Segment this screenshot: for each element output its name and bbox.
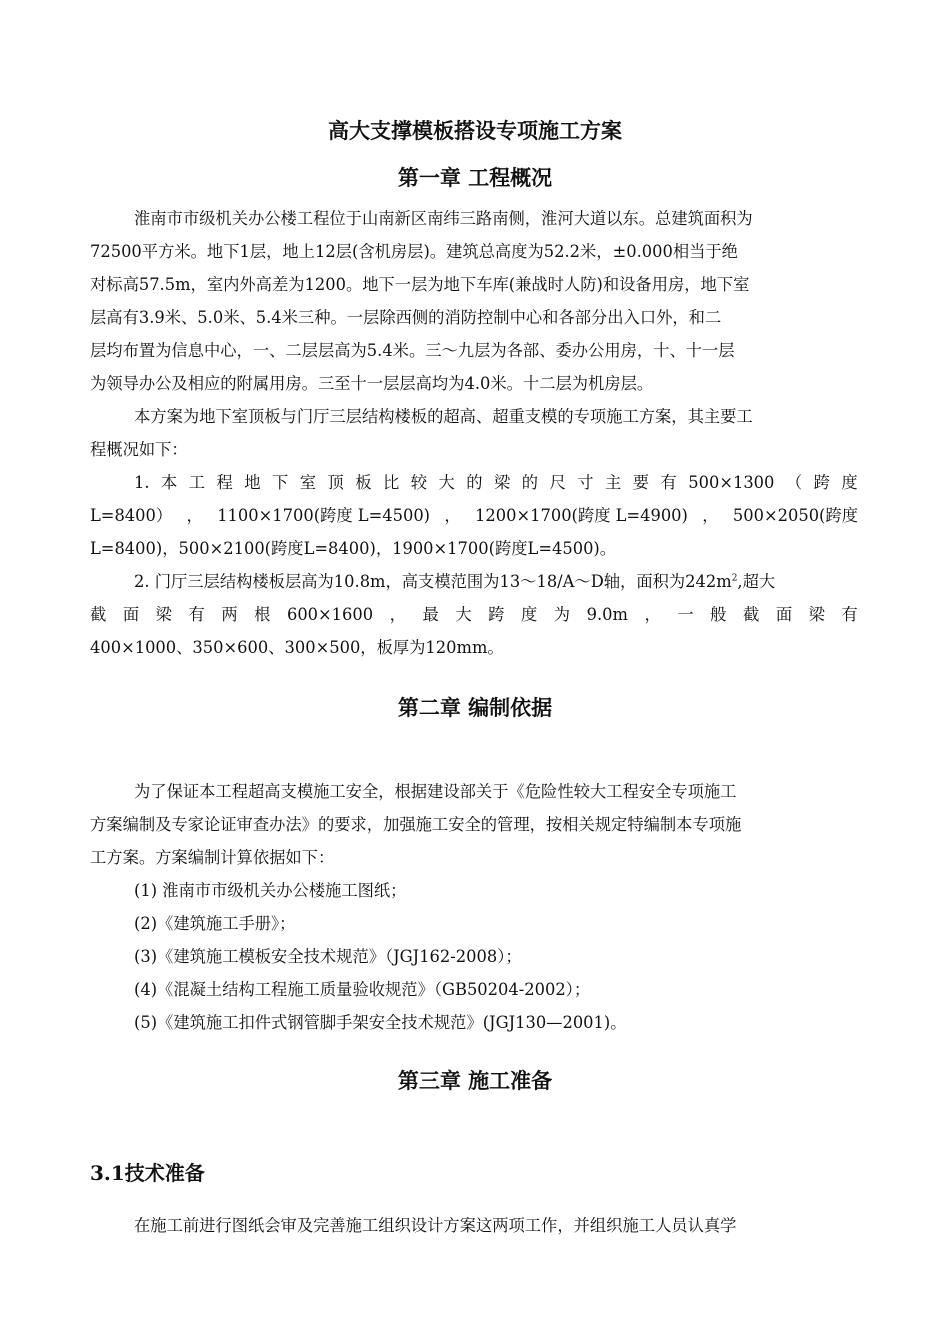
justified-word: 600×1600 [286, 605, 374, 624]
justified-word: 梁 [808, 605, 825, 624]
paragraph-line: 在施工前进行图纸会审及完善施工组织设计方案这两项工作，并组织施工人员认真学 [134, 1216, 737, 1235]
chapter-1-heading: 第一章 工程概况 [397, 165, 553, 190]
justified-word: 有 [841, 605, 858, 624]
justified-word: 截 [90, 605, 107, 624]
justified-word: 程 [216, 473, 233, 492]
item-1-line-1 [134, 475, 858, 491]
justified-word: 大 [438, 473, 455, 492]
item-2-line-3: 400×1000、350×600、300×500，板厚为120mm。 [90, 638, 504, 657]
justified-word: 最 [422, 605, 439, 624]
reference-item: (5)《建筑施工扣件式钢管脚手架安全技术规范》(JGJ130—2001)。 [134, 1013, 627, 1032]
justified-word: 较 [410, 473, 428, 492]
justified-word: 9.0m [586, 605, 628, 624]
justified-word: 工 [188, 473, 206, 492]
justified-word: 板 [355, 473, 372, 492]
justified-word: 根 [254, 605, 271, 624]
reference-item: (4)《混凝土结构工程施工质量验收规范》（GB50204-2002）； [134, 980, 591, 999]
justified-word: 有 [660, 473, 677, 492]
justified-word: 梁 [494, 473, 511, 492]
justified-word: 500×2050(跨度 [732, 506, 858, 525]
justified-word: 1200×1700(跨度 L=4900) [475, 506, 688, 525]
justified-word: 面 [775, 605, 793, 624]
justified-word: 两 [221, 605, 238, 624]
chapter-3-heading: 第三章 施工准备 [397, 1068, 553, 1093]
superscript: 2 [731, 573, 738, 584]
justified-word: 下 [272, 473, 289, 492]
justified-word: 为 [553, 605, 571, 624]
justified-word: 一 [677, 605, 694, 624]
justified-word: 寸 [577, 473, 594, 492]
justified-word: 尺 [549, 473, 566, 492]
justified-word: 跨 [813, 473, 830, 492]
paragraph-line: 程概况如下： [90, 440, 188, 459]
paragraph-line: 方案编制及专家论证审查办法》的要求，加强施工安全的管理，按相关规定特编制本专项施 [90, 815, 742, 834]
justified-word: 有 [188, 605, 205, 624]
justified-word: 地 [244, 473, 261, 492]
justified-word: 般 [710, 605, 727, 624]
justified-word: 的 [521, 473, 539, 492]
justified-word: ， [444, 506, 461, 525]
paragraph-line: 为了保证本工程超高支模施工安全，根据建设部关于《危险性较大工程安全专项施工 [134, 782, 737, 801]
justified-word: 1. [134, 473, 150, 492]
item-2-line-1 [134, 574, 775, 590]
justified-word: 面 [122, 605, 140, 624]
item-2-text: 2. 门厅三层结构楼板层高为10.8m，高支模范围为13～18/A～D轴，面积为242m [134, 572, 732, 591]
justified-word: 大 [455, 605, 472, 624]
reference-item: (3)《建筑施工模板安全技术规范》（JGJ162-2008）； [134, 947, 522, 966]
paragraph-line: 72500平方米。地下1层，地上12层(含机房层)。建筑总高度为52.2米，±0.000相当于绝 [90, 242, 738, 261]
justified-word: 本 [161, 473, 178, 492]
justified-word: 要 [632, 473, 650, 492]
justified-word: 室 [299, 473, 317, 492]
item-1-line-2 [90, 508, 858, 524]
justified-word: 主 [605, 473, 622, 492]
document-title: 高大支撑模板搭设专项施工方案 [328, 118, 622, 143]
paragraph-line: 对标高57.5m，室内外高差为1200。地下一层为地下车库(兼战时人防)和设备用房，地下室 [90, 275, 750, 294]
justified-word: 度 [520, 605, 538, 624]
justified-word: 1100×1700(跨度 L=4500) [217, 506, 431, 525]
section-3-1-heading: 3.1技术准备 [90, 1161, 205, 1185]
justified-word: 梁 [155, 605, 172, 624]
justified-word: 比 [383, 473, 400, 492]
justified-word: 顶 [327, 473, 344, 492]
reference-item: (1) 淮南市市级机关办公楼施工图纸； [134, 881, 407, 900]
justified-word: ， [644, 605, 661, 624]
item-1-line-3: L=8400)，500×2100(跨度L=8400)，1900×1700(跨度L=4500)。 [90, 539, 617, 558]
item-2-text-end: ,超大 [737, 572, 776, 591]
paragraph-line: 本方案为地下室顶板与门厅三层结构楼板的超高、超重支模的专项施工方案，其主要工 [134, 407, 753, 426]
justified-word: 的 [466, 473, 483, 492]
justified-word: （ [785, 473, 803, 492]
justified-word: 截 [742, 605, 760, 624]
justified-word: ， [389, 605, 406, 624]
justified-word: ， [186, 506, 203, 525]
justified-word: 500×1300 [688, 473, 775, 492]
chapter-2-heading: 第二章 编制依据 [397, 695, 553, 720]
justified-word: 跨 [488, 605, 505, 624]
paragraph-line: 工方案。方案编制计算依据如下： [90, 848, 335, 867]
paragraph-line: 为领导办公及相应的附属用房。三至十一层层高均为4.0米。十二层为机房层。 [90, 374, 654, 393]
reference-item: (2)《建筑施工手册》； [134, 914, 296, 933]
justified-word: L=8400） [90, 506, 173, 525]
justified-word: 度 [841, 473, 858, 492]
justified-word: ， [702, 506, 719, 525]
paragraph-line: 层高有3.9米、5.0米、5.4米三种。一层除西侧的消防控制中心和各部分出入口外，和二 [90, 308, 722, 327]
paragraph-line: 层均布置为信息中心，一、二层层高为5.4米。三～九层为各部、委办公用房，十、十一层 [90, 341, 735, 360]
paragraph-line: 淮南市市级机关办公楼工程位于山南新区南纬三路南侧，淮河大道以东。总建筑面积为 [134, 209, 753, 228]
item-2-line-2 [90, 607, 858, 623]
